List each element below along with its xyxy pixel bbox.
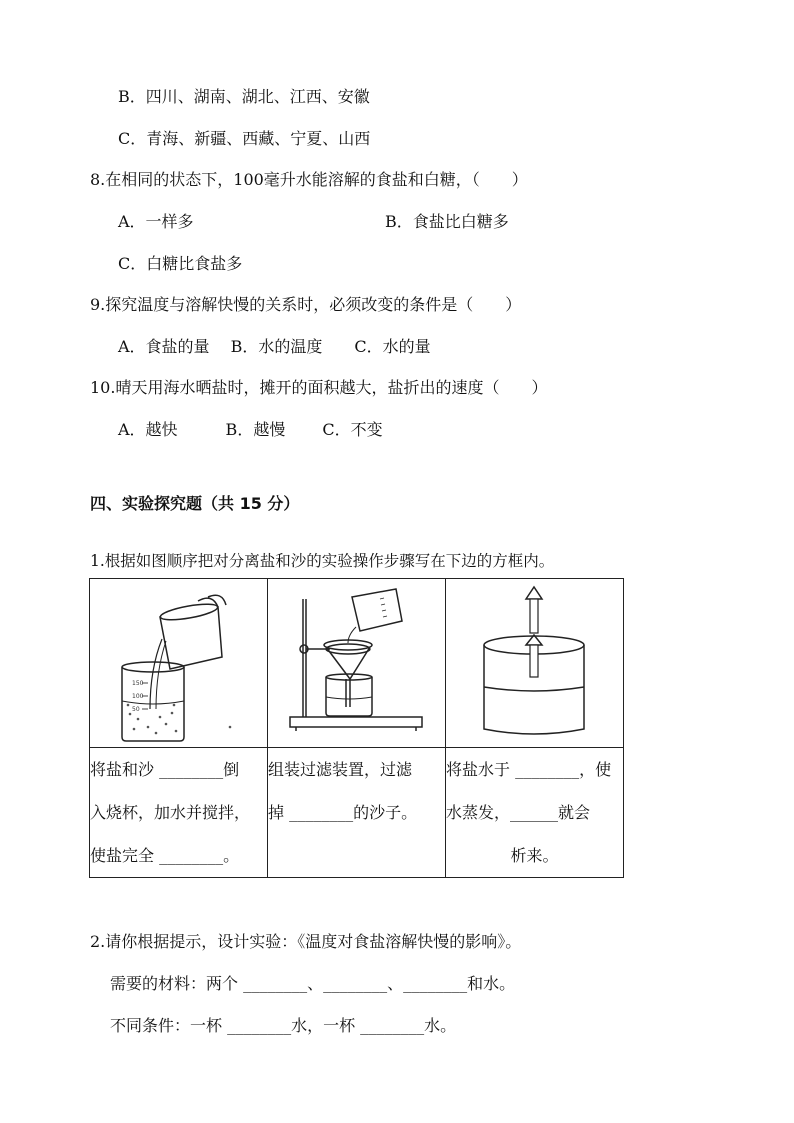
q8-option-c: C．白糖比食盐多 <box>118 254 243 273</box>
step-1-text <box>90 748 268 878</box>
beaker-mark-150: 150 <box>132 680 144 687</box>
step-3-text <box>446 748 624 878</box>
exp2-conditions: 不同条件：一杯 ________水，一杯 ________水。 <box>110 1016 457 1035</box>
section-4-title: 四、实验探究题（共 15 分） <box>90 494 300 513</box>
step-3-line-1: 将盐水于 ________，使 <box>446 760 612 779</box>
filtration-setup-illustration <box>268 579 445 747</box>
q10-options: A．越快 B．越慢 C．不变 <box>118 420 383 439</box>
image-cell-filter <box>268 579 446 748</box>
step-1-line-3: 使盐完全 ________。 <box>90 846 240 865</box>
image-cell-evaporate <box>446 579 624 748</box>
beaker-mark-100: 100 <box>132 693 144 700</box>
exp1-stem: 1.根据如图顺序把对分离盐和沙的实验操作步骤写在下边的方框内。 <box>90 552 555 570</box>
beaker-mark-50: 50 <box>132 706 140 713</box>
step-3-line-2: 水蒸发，______就会 <box>446 803 591 822</box>
q8-option-a: A．一样多 <box>118 212 194 231</box>
step-2-text <box>268 748 446 878</box>
exp2-stem: 2.请你根据提示，设计实验：《温度对食盐溶解快慢的影响》。 <box>90 932 522 951</box>
q7-option-b: B．四川、湖南、湖北、江西、安徽 <box>118 87 370 106</box>
image-cell-dissolve <box>90 579 268 748</box>
step-2-line-1: 组装过滤装置，过滤 <box>268 760 413 779</box>
step-2-line-2: 掉 ________的沙子。 <box>268 803 418 822</box>
step-3-line-3: 析来。 <box>510 846 559 865</box>
q8-stem: 8.在相同的状态下，100毫升水能溶解的食盐和白糖，（ ） <box>90 170 528 189</box>
q10-stem: 10.晴天用海水晒盐时，摊开的面积越大，盐折出的速度（ ） <box>90 378 548 397</box>
q7-option-c: C．青海、新疆、西藏、宁夏、山西 <box>118 129 371 148</box>
pour-into-beaker-illustration <box>90 579 267 747</box>
q9-options: A．食盐的量 B．水的温度 C．水的量 <box>118 337 431 356</box>
experiment-table <box>89 578 624 878</box>
exp2-materials: 需要的材料：两个 ________、________、________和水。 <box>110 974 516 993</box>
q9-stem: 9.探究温度与溶解快慢的关系时，必须改变的条件是（ ） <box>90 295 522 314</box>
step-1-line-1: 将盐和沙 ________倒 <box>90 760 240 779</box>
q8-option-b: B．食盐比白糖多 <box>385 212 509 231</box>
step-1-line-2: 入烧杯，加水并搅拌， <box>90 803 251 822</box>
evaporation-illustration <box>446 579 623 747</box>
